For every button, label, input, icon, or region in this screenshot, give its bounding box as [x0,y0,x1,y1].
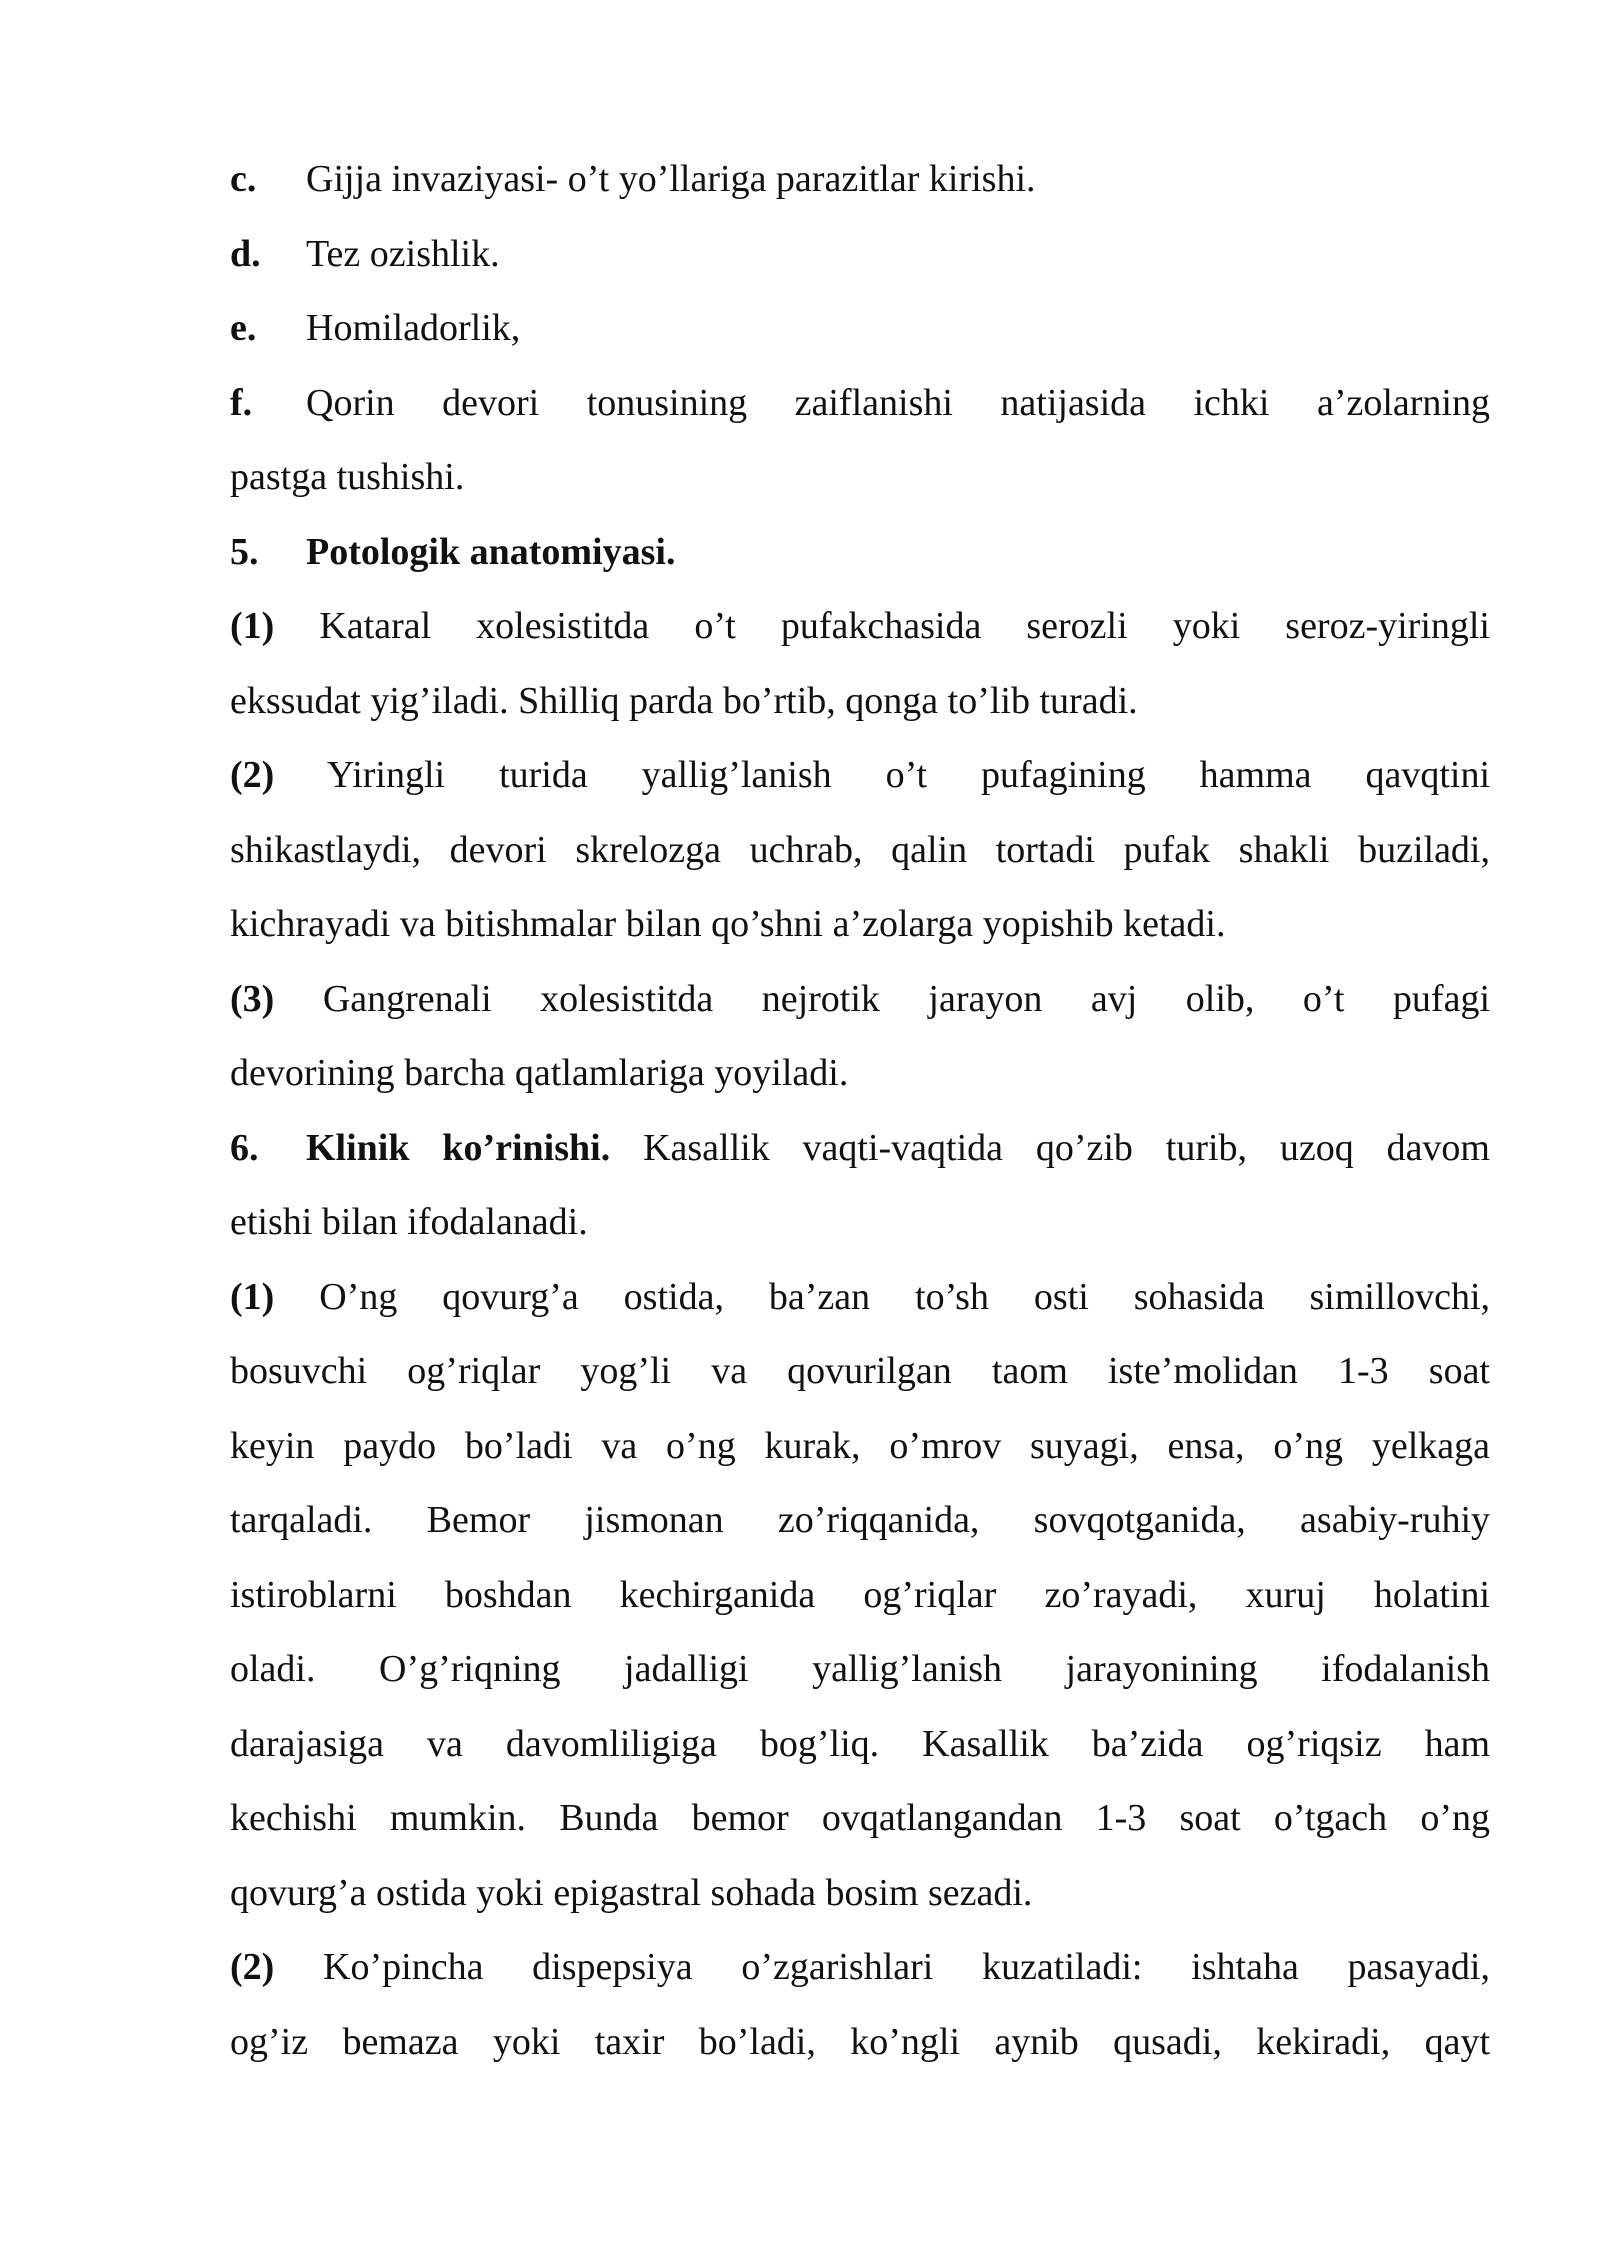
section-6-paragraph-1-line-8 [230,1781,1490,1856]
paragraph-text: Ko’pincha dispepsiya o’zgarishlari kuzatiladi: ishtaha pasayadi, [323,1946,1490,1988]
list-item-c [230,142,1490,217]
list-label: e. [230,307,257,349]
section-5-paragraph-2-line-2 [230,813,1490,888]
paragraph-text: shikastlaydi, devori skrelozga uchrab, qalin tortadi pufak shakli buziladi, [230,828,1490,871]
section-5-heading [230,515,1490,590]
list-text: Homiladorlik, [306,307,521,349]
section-5-paragraph-1 [230,589,1490,664]
section-6-paragraph-2-line-2 [230,2005,1490,2080]
list-text: Qorin devori tonusining zaiflanishi natijasida ichki a’zolarning [306,381,1490,424]
paragraph-text: Gangrenali xolesistitda nejrotik jarayon avj olib, o’t pufagi [322,977,1490,1020]
list-label: c. [230,158,257,200]
section-number: 6. [230,1126,259,1169]
paragraph-text: keyin paydo bo’ladi va o’ng kurak, o’mrov suyagi, ensa, o’ng yelkaga [230,1424,1490,1467]
list-item-d [230,217,1490,292]
section-6-paragraph-1-line-6 [230,1632,1490,1707]
paragraph-text: ekssudat yig’iladi. Shilliq parda bo’rtib, qonga to’lib turadi. [230,679,1138,722]
section-title: Klinik ko’rinishi. [306,1126,611,1169]
section-6-paragraph-2 [230,1930,1490,2005]
section-5-paragraph-1-line-2 [230,664,1490,739]
section-6-paragraph-1-line-5 [230,1558,1490,1633]
list-text: Tez ozishlik. [306,232,500,275]
paragraph-number: (2) [230,754,275,796]
paragraph-text: Kataral xolesistitda o’t pufakchasida serozli yoki seroz-yiringli [319,605,1490,647]
section-6-intro-line-2 [230,1185,1490,1260]
paragraph-number: (3) [230,977,275,1020]
paragraph-text: Yiringli turida yallig’lanish o’t pufagining hamma qavqtini [326,754,1490,796]
paragraph-text: tarqaladi. Bemor jismonan zo’riqqanida, sovqotganida, asabiy-ruhiy [230,1499,1490,1541]
section-number: 5. [230,530,259,573]
paragraph-text: kechishi mumkin. Bunda bemor ovqatlangandan 1-3 soat o’tgach o’ng [230,1797,1490,1839]
paragraph-number: (1) [230,1275,275,1318]
paragraph-text: og’iz bemaza yoki taxir bo’ladi, ko’ngli aynib qusadi, kekiradi, qayt [230,2020,1490,2063]
section-6-heading [230,1111,1490,1186]
section-5-paragraph-2 [230,738,1490,813]
paragraph-number: (2) [230,1946,275,1988]
paragraph-text: O’ng qovurg’a ostida, ba’zan to’sh osti sohasida simillovchi, [319,1275,1491,1318]
paragraph-text: bosuvchi og’riqlar yog’li va qovurilgan taom iste’molidan 1-3 soat [230,1350,1490,1392]
paragraph-text: oladi. O’g’riqning jadalligi yallig’lanish jarayonining ifodalanish [230,1648,1490,1690]
section-title: Potologik anatomiyasi. [306,530,676,573]
paragraph-text: qovurg’a ostida yoki epigastral sohada bosim sezadi. [230,1871,1033,1914]
list-text: Gijja invaziyasi- o’t yo’llariga parazitlar kirishi. [306,158,1036,200]
section-6-paragraph-1-line-2 [230,1334,1490,1409]
section-6-paragraph-1-line-3 [230,1409,1490,1484]
paragraph-text: kichrayadi va bitishmalar bilan qo’shni a’zolarga yopishib ketadi. [230,903,1226,945]
document-page [230,142,1490,2079]
paragraph-text: devorining barcha qatlamlariga yoyiladi. [230,1052,849,1094]
section-6-paragraph-1 [230,1260,1490,1335]
paragraph-text: darajasiga va davomliligiga bog’liq. Kasallik ba’zida og’riqsiz ham [230,1722,1490,1765]
section-6-paragraph-1-line-7 [230,1707,1490,1782]
section-5-paragraph-3 [230,962,1490,1037]
paragraph-text: istiroblarni boshdan kechirganida og’riqlar zo’rayadi, xuruj holatini [230,1573,1490,1616]
list-label: f. [230,381,253,424]
paragraph-text: Kasallik vaqti-vaqtida qo’zib turib, uzoq davom [643,1126,1490,1169]
paragraph-number: (1) [230,605,275,647]
list-item-f-continued [230,440,1490,515]
list-text: pastga tushishi. [230,456,465,498]
list-label: d. [230,232,261,275]
paragraph-text: etishi bilan ifodalanadi. [230,1201,588,1243]
section-5-paragraph-3-line-2 [230,1036,1490,1111]
section-6-paragraph-1-line-9 [230,1856,1490,1931]
list-item-e [230,291,1490,366]
list-item-f [230,366,1490,441]
section-5-paragraph-2-line-3 [230,887,1490,962]
section-6-paragraph-1-line-4 [230,1483,1490,1558]
